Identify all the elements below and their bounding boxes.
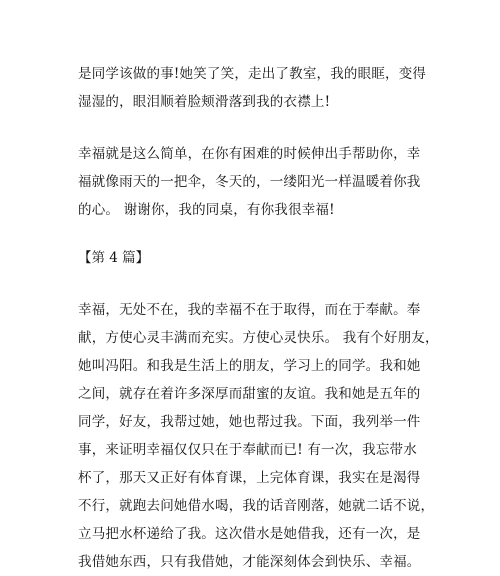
text-line: 杯了，那天又正好有体育课，上完体育课，我实在是渴得 — [78, 470, 421, 486]
text-line: 是同学该做的事!她笑了笑，走出了教室，我的眼眶，变得 — [78, 66, 427, 82]
text-line: 立马把水杯递给了我。这次借水是她借我，还有一次，是 — [78, 526, 421, 542]
text-line: 她叫冯阳。和我是生活上的朋友，学习上的同学。我和她 — [78, 358, 421, 374]
text-line: 幸福，无处不在，我的幸福不在于取得，而在于奉献。奉 — [78, 302, 421, 318]
paragraph-1 — [78, 60, 438, 116]
text-line: 不行，就跑去问她借水喝，我的话音刚落，她就二话不说， — [78, 498, 435, 514]
text-line: 湿湿的，眼泪顺着脸颊滑落到我的衣襟上! — [78, 94, 331, 110]
paragraph-3 — [78, 296, 438, 576]
text-line: 事，来证明幸福仅仅只在于奉献而已! 有一次，我忘带水 — [78, 442, 417, 458]
text-line: 我借她东西，只有我借她，才能深刻体会到快乐、幸福。 — [78, 554, 421, 570]
text-line: 的心。 谢谢你，我的同桌，有你我很幸福! — [78, 202, 335, 218]
text-line: 同学，好友，我帮过她，她也帮过我。下面，我列举一件 — [78, 414, 421, 430]
text-line: 之间，就存在着许多深厚而甜蜜的友谊。我和她是五年的 — [78, 386, 421, 402]
paragraph-2 — [78, 140, 438, 224]
text-line: 福就像雨天的一把伞，冬天的，一缕阳光一样温暖着你我 — [78, 174, 421, 190]
text-line: 献，方使心灵丰满而充实。方使心灵快乐。 我有个好朋友， — [78, 330, 439, 346]
text-line: 幸福就是这么简单，在你有困难的时候伸出手帮助你，幸 — [78, 146, 421, 162]
section-heading: 【第 4 篇】 — [78, 250, 150, 266]
